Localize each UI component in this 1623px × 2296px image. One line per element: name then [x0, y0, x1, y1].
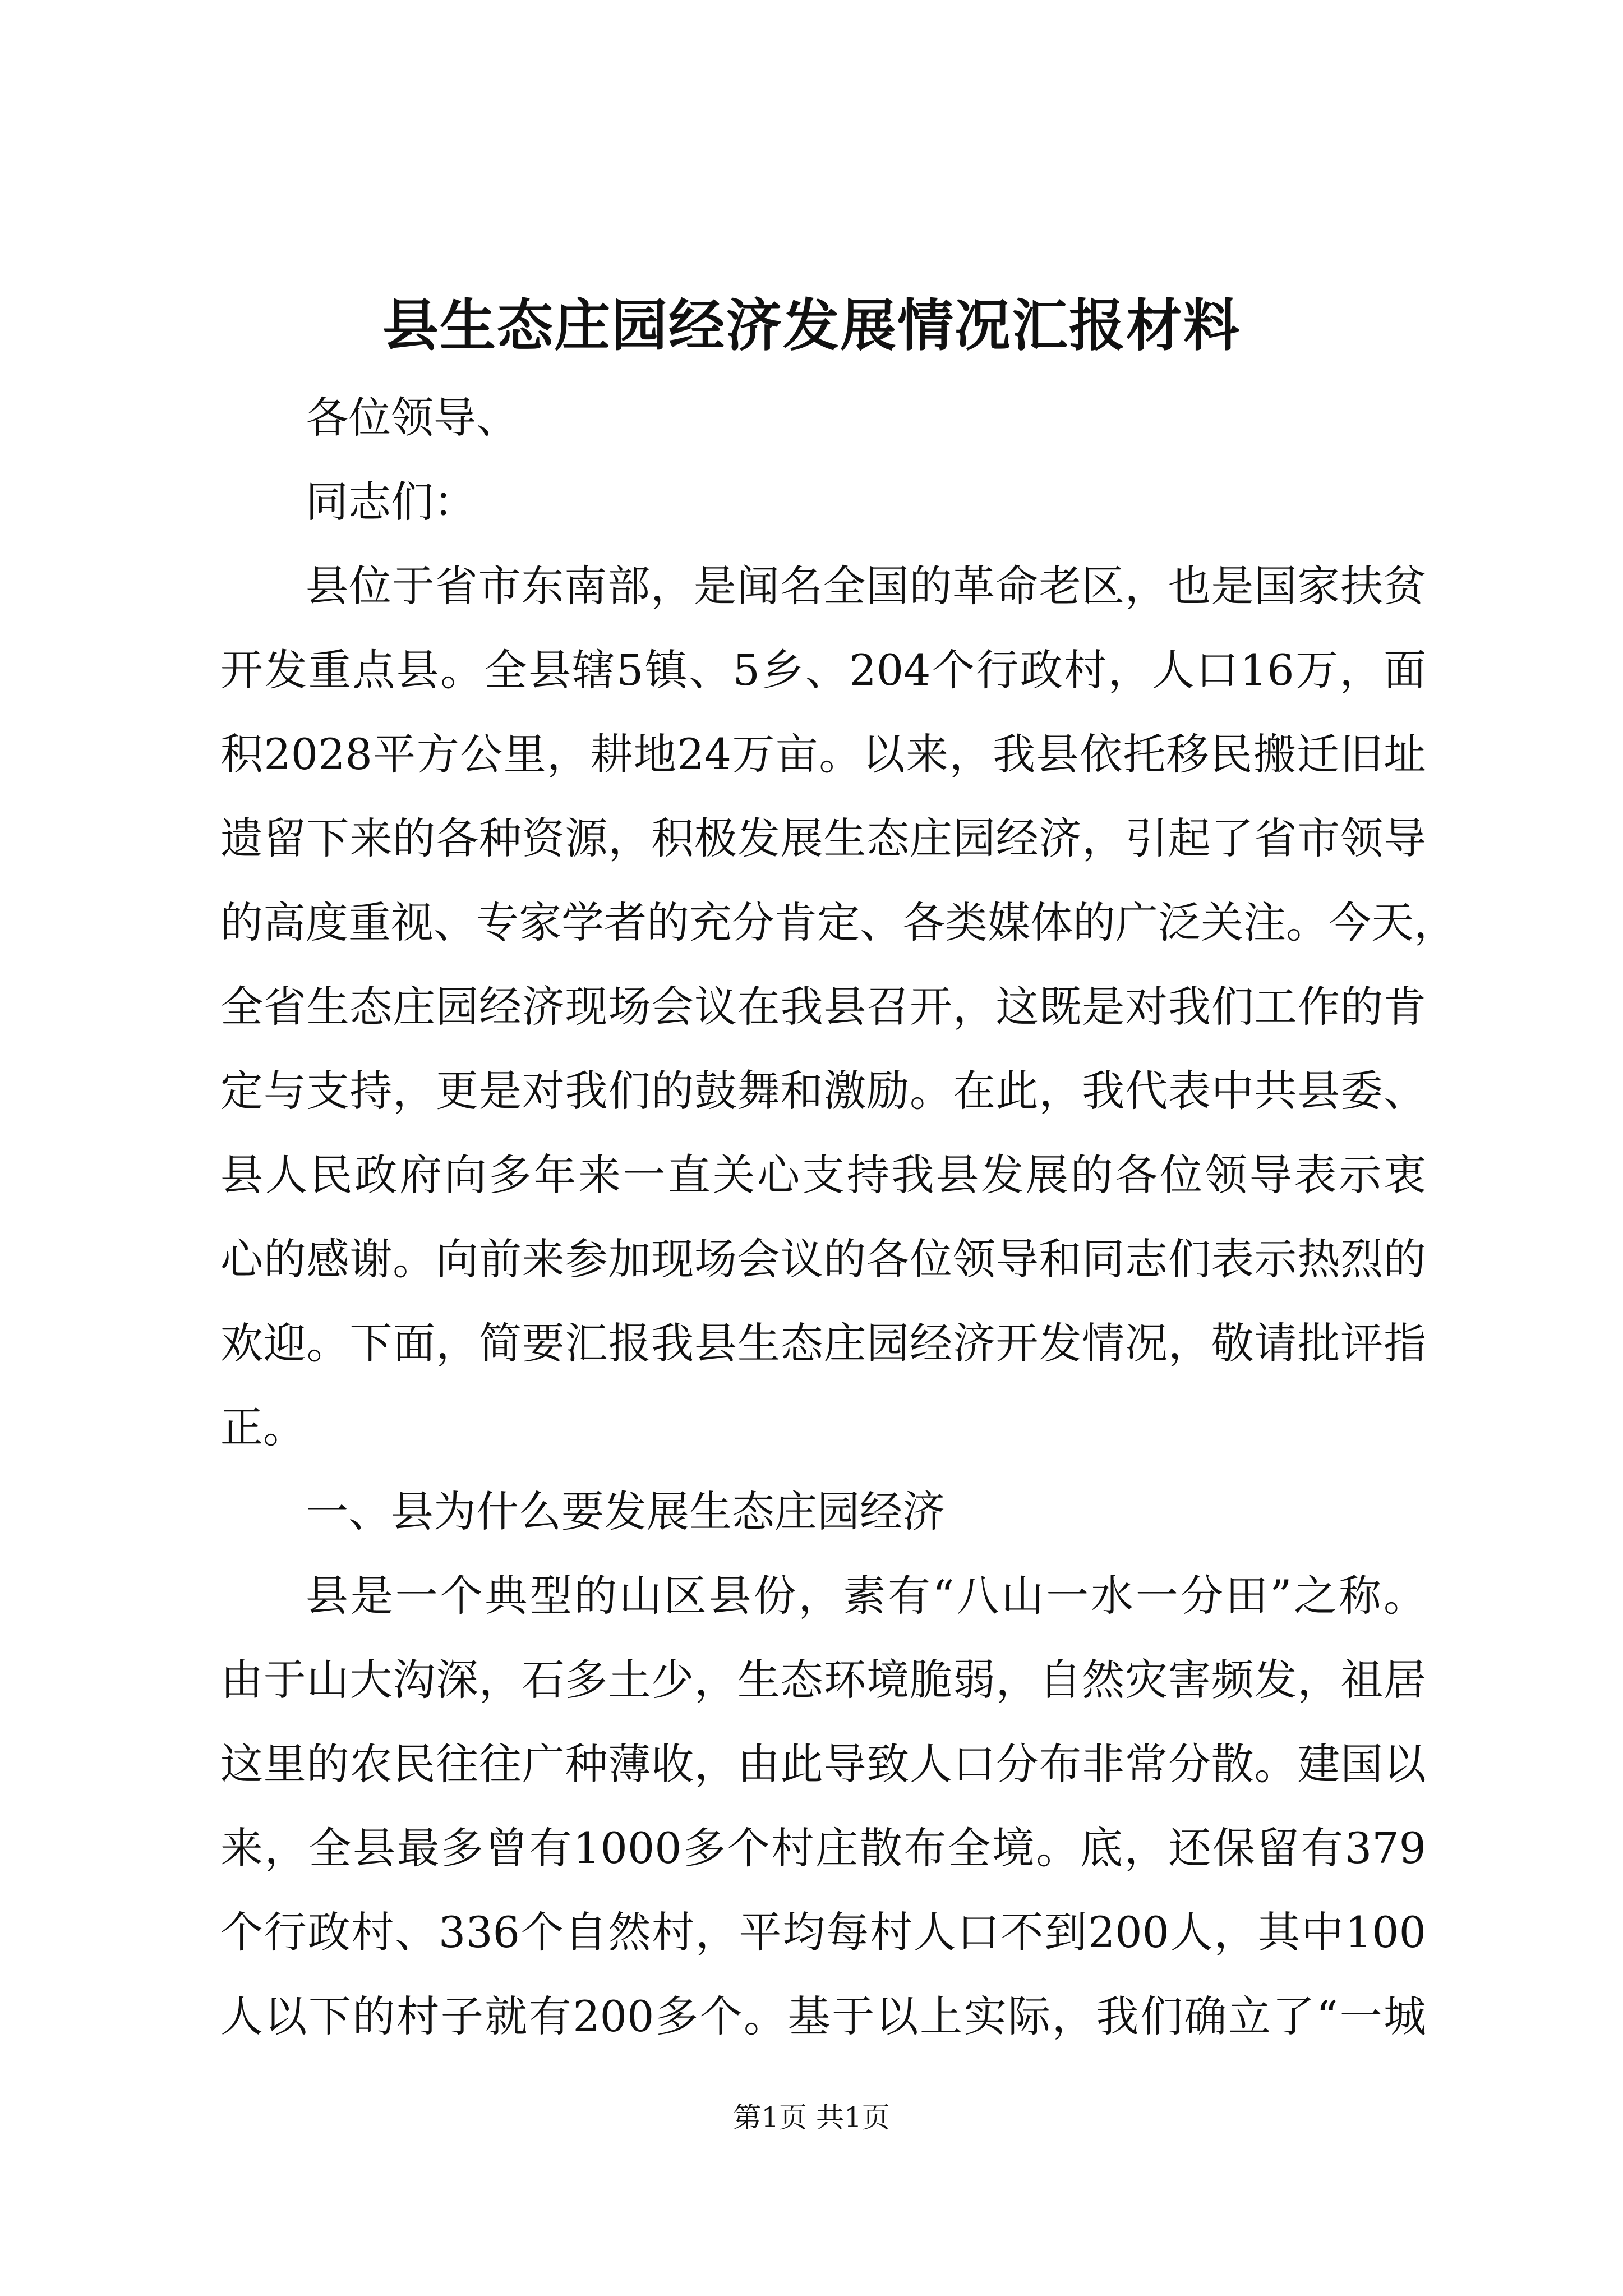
body-text-line: 定与支持，更是对我们的鼓舞和激励。在此，我代表中共县委、 [220, 1066, 1426, 1116]
body-text-line: 各位领导、 [306, 393, 519, 443]
body-text-line: 开发重点县。全县辖5镇、5乡、204个行政村，人口16万，面 [220, 645, 1426, 695]
body-text-line: 县人民政府向多年来一直关心支持我县发展的各位领导表示衷 [220, 1150, 1426, 1200]
body-text-line: 同志们： [306, 477, 476, 527]
body-text-line: 县位于省市东南部，是闻名全国的革命老区，也是国家扶贫 [306, 561, 1426, 611]
body-text-line: 全省生态庄园经济现场会议在我县召开，这既是对我们工作的肯 [220, 982, 1426, 1032]
document-body [220, 376, 1456, 2059]
body-text-line: 心的感谢。向前来参加现场会议的各位领导和同志们表示热烈的 [220, 1234, 1426, 1284]
document-title: 县生态庄园经济发展情况汇报材料 [382, 292, 1241, 358]
body-text-line: 县是一个典型的山区县份，素有“八山一水一分田”之称。 [306, 1571, 1426, 1621]
body-text-line: 的高度重视、专家学者的充分肯定、各类媒体的广泛关注。今天， [220, 898, 1456, 947]
body-text-line: 这里的农民往往广种薄收，由此导致人口分布非常分散。建国以 [220, 1739, 1426, 1789]
body-text-line: 人以下的村子就有200多个。基于以上实际，我们确立了“一城 [220, 1991, 1426, 2041]
body-text-line: 遗留下来的各种资源，积极发展生态庄园经济，引起了省市领导 [220, 813, 1426, 863]
body-text-line: 一、县为什么要发展生态庄园经济 [306, 1487, 945, 1536]
body-text-line: 由于山大沟深，石多土少，生态环境脆弱，自然灾害频发，祖居 [220, 1655, 1426, 1705]
body-text-line: 正。 [220, 1402, 306, 1452]
body-text-line: 来，全县最多曾有1000多个村庄散布全境。底，还保留有379 [220, 1823, 1426, 1873]
page-footer: 第1页 共1页 [733, 2101, 890, 2134]
body-text-line: 欢迎。下面，简要汇报我县生态庄园经济开发情况，敬请批评指 [220, 1318, 1426, 1368]
body-text-line: 个行政村、336个自然村，平均每村人口不到200人，其中100 [220, 1907, 1426, 1957]
body-text-line: 积2028平方公里，耕地24万亩。以来，我县依托移民搬迁旧址 [220, 729, 1426, 779]
